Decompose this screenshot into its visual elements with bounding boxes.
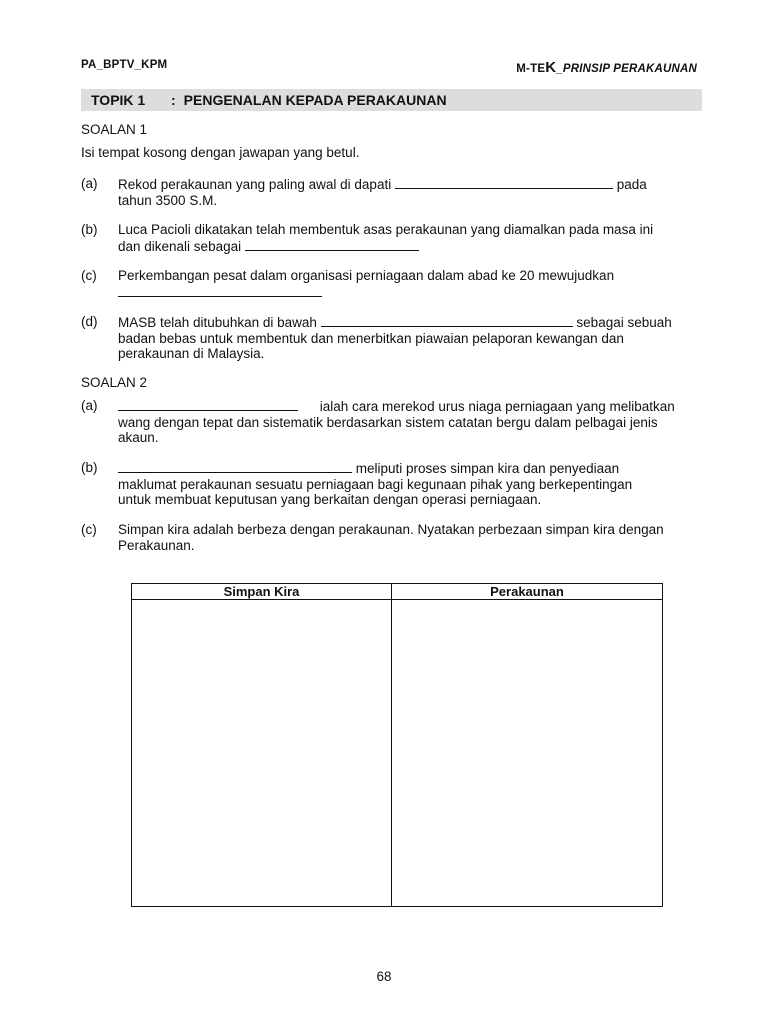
- document-header-right: [516, 59, 697, 76]
- question-1a-line1: [118, 176, 702, 193]
- question-2a-line2: wang dengan tepat dan sistematik berdasarkan sistem catatan bergu dalam pelbagai jenis: [118, 414, 658, 430]
- question-1b: [118, 222, 702, 254]
- question-1d-text: MASB telah ditubuhkan di bawah: [118, 315, 317, 330]
- question-1a-line2: tahun 3500 S.M.: [118, 192, 218, 208]
- question-1b-line2: [118, 238, 702, 255]
- question-1b-line1: Luca Pacioli dikatakan telah membentuk asas perakaunan yang diamalkan pada masa ini: [118, 222, 654, 237]
- question-1d-line1: [118, 314, 702, 331]
- topic-title: PENGENALAN KEPADA PERAKAUNAN: [183, 92, 447, 108]
- answer-blank-2b[interactable]: [118, 460, 352, 473]
- answer-blank-1b[interactable]: [245, 238, 419, 251]
- question-1d-line3: perakaunan di Malaysia.: [118, 346, 265, 361]
- question-label-2a: (a): [81, 398, 98, 413]
- question-2b-line3: untuk membuat keputusan yang berkaitan dengan operasi perniagaan.: [118, 492, 542, 507]
- header-right-suffix: _PRINSIP PERAKAUNAN: [556, 63, 697, 75]
- question-label-1d: (d): [81, 314, 98, 329]
- table-header-simpan-kira: Simpan Kira: [223, 584, 300, 599]
- comparison-table: [131, 583, 663, 907]
- question-1a: [118, 176, 702, 208]
- question-2a-text: ialah cara merekod urus niaga perniagaan yang melibatkan: [319, 399, 675, 414]
- question-2c-line1: Simpan kira adalah berbeza dengan perakaunan. Nyatakan perbezaan simpan kira dengan: [118, 522, 664, 537]
- question-1a-text: Rekod perakaunan yang paling awal di dapati: [118, 177, 392, 192]
- question-2b-line2: maklumat perakaunan sesuatu perniagaan bagi kegunaan pihak yang berkepentingan: [118, 476, 633, 492]
- question-2a-line1: [118, 398, 702, 415]
- answer-blank-1a[interactable]: [395, 176, 613, 189]
- page-number: 68: [376, 969, 392, 984]
- question-2c-line2: Perakaunan.: [118, 537, 195, 553]
- document-header-left: PA_BPTV_KPM: [81, 59, 168, 71]
- answer-cell-perakaunan[interactable]: [392, 600, 662, 906]
- question-2b: [118, 460, 702, 508]
- topic-colon: :: [171, 92, 176, 108]
- question-2b-line1: [118, 460, 702, 477]
- answer-blank-1c[interactable]: [118, 284, 322, 297]
- answer-blank-1d[interactable]: [321, 314, 573, 327]
- question-1c-line2: [118, 284, 702, 301]
- question-2a: [118, 398, 702, 446]
- topic-banner: [81, 89, 702, 111]
- topic-title-row: [171, 92, 447, 108]
- table-header-perakaunan: Perakaunan: [490, 584, 564, 599]
- question-1d-text-after: sebagai sebuah: [576, 315, 672, 330]
- soalan1-instruction: Isi tempat kosong dengan jawapan yang betul.: [81, 145, 360, 160]
- question-1c-line1: Perkembangan pesat dalam organisasi perniagaan dalam abad ke 20 mewujudkan: [118, 268, 615, 283]
- question-label-1c: (c): [81, 268, 97, 283]
- question-1c: [118, 268, 702, 300]
- topic-number: TOPIK 1: [91, 92, 146, 108]
- question-2c: [118, 522, 702, 553]
- question-2b-text: meliputi proses simpan kira dan penyediaan: [355, 461, 620, 476]
- question-2a-line3: akaun.: [118, 430, 159, 445]
- question-label-2b: (b): [81, 460, 98, 475]
- question-1b-text: dan dikenali sebagai: [118, 238, 242, 254]
- question-label-2c: (c): [81, 522, 97, 537]
- question-1a-text-after: pada: [616, 177, 647, 192]
- question-label-1a: (a): [81, 176, 98, 191]
- soalan1-heading: SOALAN 1: [81, 122, 148, 137]
- answer-cell-simpan-kira[interactable]: [132, 600, 391, 906]
- answer-blank-2a[interactable]: [118, 398, 298, 411]
- header-right-prefix: M-TE: [516, 63, 546, 75]
- header-right-big-letter: K: [545, 59, 557, 76]
- question-1d: [118, 314, 702, 362]
- question-1d-line2: badan bebas untuk membentuk dan menerbitkan piawaian pelaporan kewangan dan: [118, 330, 624, 346]
- question-label-1b: (b): [81, 222, 98, 237]
- soalan2-heading: SOALAN 2: [81, 375, 148, 390]
